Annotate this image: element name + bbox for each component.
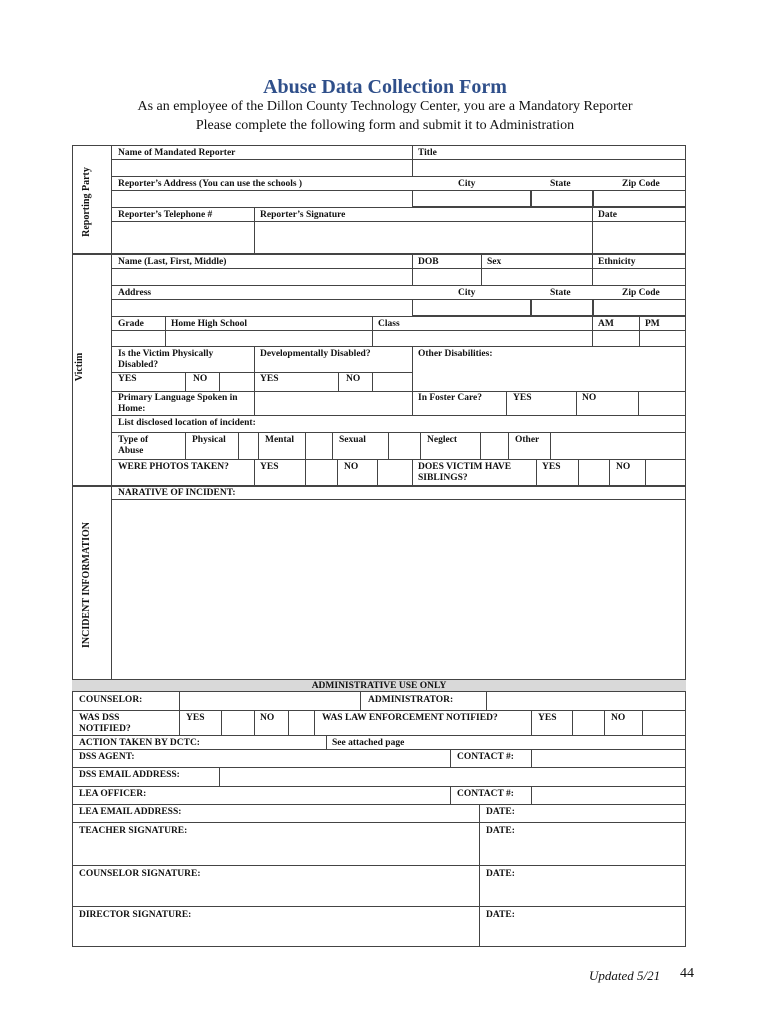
teacher-date-label: DATE: xyxy=(486,826,515,836)
reporter-address-label: Reporter’s Address (You can use the schools ) xyxy=(118,179,303,189)
pm-label: PM xyxy=(645,319,660,329)
am-checkbox[interactable] xyxy=(593,330,639,346)
developmentally-disabled-label: Developmentally Disabled? xyxy=(260,349,371,359)
reporter-city-field[interactable] xyxy=(412,190,531,207)
law-yes-checkbox[interactable] xyxy=(573,711,604,735)
dss-contact-label: CONTACT #: xyxy=(457,752,514,762)
dss-no-label: NO xyxy=(260,713,275,723)
type-of-abuse-label: Type of Abuse xyxy=(118,435,149,456)
foster-yes-label: YES xyxy=(513,393,532,403)
reporting-party-label: Reporting Party xyxy=(81,167,92,237)
victim-sex-label: Sex xyxy=(487,257,502,267)
photos-yes-checkbox[interactable] xyxy=(306,460,337,486)
siblings-no-checkbox[interactable] xyxy=(646,460,685,486)
dss-email-label: DSS EMAIL ADDRESS: xyxy=(79,770,180,780)
dss-agent-field[interactable] xyxy=(150,750,450,767)
administrator-field[interactable] xyxy=(487,692,685,710)
counselor-label: COUNSELOR: xyxy=(79,695,143,705)
incident-location-label: List disclosed location of incident: xyxy=(118,418,256,428)
victim-label: Victim xyxy=(74,352,85,382)
lea-email-label: LEA EMAIL ADDRESS: xyxy=(79,807,182,817)
counselor-signature-field[interactable] xyxy=(73,882,479,906)
administrator-label: ADMINISTRATOR: xyxy=(368,695,454,705)
victim-city-field[interactable] xyxy=(412,299,531,316)
victim-ethnicity-label: Ethnicity xyxy=(598,257,636,267)
dev-disabled-checkbox[interactable] xyxy=(373,373,412,391)
law-enforcement-notified-label: WAS LAW ENFORCEMENT NOTIFIED? xyxy=(322,713,498,723)
director-date-label: DATE: xyxy=(486,910,515,920)
victim-zip-label: Zip Code xyxy=(622,288,660,298)
reporter-name-field[interactable] xyxy=(112,159,412,176)
primary-language-field[interactable] xyxy=(255,392,412,415)
abuse-mental-checkbox[interactable] xyxy=(306,433,332,459)
lea-contact-label: CONTACT #: xyxy=(457,789,514,799)
victim-sex-field[interactable] xyxy=(482,268,592,285)
reporter-city-label: City xyxy=(458,179,476,189)
foster-care-checkbox[interactable] xyxy=(639,392,685,415)
reporter-address-field[interactable] xyxy=(112,190,412,207)
victim-siblings-label: DOES VICTIM HAVE SIBLINGS? xyxy=(418,462,512,483)
lea-contact-field[interactable] xyxy=(532,787,685,804)
foster-care-label: In Foster Care? xyxy=(418,393,483,403)
victim-name-field[interactable] xyxy=(112,268,412,285)
abuse-other-label: Other xyxy=(515,435,540,445)
lea-email-field[interactable] xyxy=(200,805,479,822)
counselor-field[interactable] xyxy=(180,692,360,710)
reporter-zip-field[interactable] xyxy=(593,190,686,207)
phys-disabled-no-label: NO xyxy=(193,374,208,384)
dss-email-field[interactable] xyxy=(220,768,685,786)
teacher-signature-field[interactable] xyxy=(73,840,479,865)
dss-contact-field[interactable] xyxy=(532,750,685,767)
abuse-neglect-label: Neglect xyxy=(427,435,458,445)
lea-officer-field[interactable] xyxy=(150,787,450,804)
victim-address-field[interactable] xyxy=(112,299,412,316)
pm-checkbox[interactable] xyxy=(640,330,685,346)
victim-state-field[interactable] xyxy=(531,299,593,316)
lea-email-date-field[interactable] xyxy=(520,805,685,822)
siblings-no-label: NO xyxy=(616,462,631,472)
other-disabilities-label: Other Disabilities: xyxy=(418,349,493,359)
abuse-sexual-checkbox[interactable] xyxy=(389,433,420,459)
dss-yes-checkbox[interactable] xyxy=(222,711,254,735)
reporter-date-field[interactable] xyxy=(593,221,685,253)
action-taken-label: ACTION TAKEN BY DCTC: xyxy=(79,738,200,748)
reporter-state-label: State xyxy=(550,179,571,189)
photos-yes-label: YES xyxy=(260,462,279,472)
reporter-title-field[interactable] xyxy=(413,159,685,176)
reporter-title-label: Title xyxy=(418,148,437,158)
reporter-name-label: Name of Mandated Reporter xyxy=(118,148,236,158)
photos-no-checkbox[interactable] xyxy=(378,460,412,486)
victim-dob-field[interactable] xyxy=(413,268,481,285)
reporter-telephone-field[interactable] xyxy=(112,221,254,253)
dev-disabled-no-label: NO xyxy=(346,374,361,384)
abuse-other-field[interactable] xyxy=(551,433,685,459)
foster-no-label: NO xyxy=(582,393,597,403)
phys-disabled-yes-label: YES xyxy=(118,374,137,384)
victim-name-label: Name (Last, First, Middle) xyxy=(118,257,227,267)
abuse-physical-label: Physical xyxy=(192,435,226,445)
victim-zip-field[interactable] xyxy=(593,299,686,316)
abuse-neglect-checkbox[interactable] xyxy=(481,433,508,459)
director-date-field[interactable] xyxy=(480,923,685,946)
counselor-signature-label: COUNSELOR SIGNATURE: xyxy=(79,869,201,879)
home-high-school-field[interactable] xyxy=(166,330,372,346)
photos-no-label: NO xyxy=(344,462,359,472)
reporter-telephone-label: Reporter’s Telephone # xyxy=(118,210,213,220)
reporter-signature-field[interactable] xyxy=(255,221,592,253)
dss-notified-label: WAS DSS NOTIFIED? xyxy=(79,713,131,734)
abuse-physical-checkbox[interactable] xyxy=(239,433,258,459)
victim-address-label: Address xyxy=(118,288,152,298)
admin-use-only-heading: ADMINISTRATIVE USE ONLY xyxy=(311,681,447,691)
lea-officer-label: LEA OFFICER: xyxy=(79,789,147,799)
counselor-date-label: DATE: xyxy=(486,869,515,879)
class-label: Class xyxy=(378,319,400,329)
victim-ethnicity-field[interactable] xyxy=(593,268,685,285)
narrative-label: NARATIVE OF INCIDENT: xyxy=(118,488,236,498)
teacher-date-field[interactable] xyxy=(480,840,685,865)
victim-state-label: State xyxy=(550,288,571,298)
victim-grade-field[interactable] xyxy=(112,330,165,346)
victim-city-label: City xyxy=(458,288,476,298)
law-no-checkbox[interactable] xyxy=(643,711,685,735)
class-field[interactable] xyxy=(373,330,592,346)
abuse-mental-label: Mental xyxy=(265,435,295,445)
form-title: Abuse Data Collection Form xyxy=(263,76,507,98)
mandatory-reporter-notice: As an employee of the Dillon County Technology Center, you are a Mandatory Reporter xyxy=(137,99,633,114)
submit-instruction: Please complete the following form and submit it to Administration xyxy=(195,118,575,133)
siblings-yes-checkbox[interactable] xyxy=(579,460,609,486)
lea-email-date-label: DATE: xyxy=(486,807,515,817)
teacher-signature-label: TEACHER SIGNATURE: xyxy=(79,826,188,836)
reporter-signature-label: Reporter’s Signature xyxy=(260,210,346,220)
abuse-sexual-label: Sexual xyxy=(339,435,366,445)
phys-disabled-checkbox[interactable] xyxy=(220,373,254,391)
home-high-school-label: Home High School xyxy=(171,319,248,329)
updated-date: Updated 5/21 xyxy=(589,968,661,983)
see-attached-page: See attached page xyxy=(332,738,405,748)
victim-dob-label: DOB xyxy=(418,257,439,267)
incident-information-label: INCIDENT INFORMATION xyxy=(81,521,92,649)
victim-grade-label: Grade xyxy=(118,319,144,329)
law-no-label: NO xyxy=(611,713,626,723)
director-signature-label: DIRECTOR SIGNATURE: xyxy=(79,910,192,920)
reporter-zip-label: Zip Code xyxy=(622,179,660,189)
law-yes-label: YES xyxy=(538,713,557,723)
photos-taken-label: WERE PHOTOS TAKEN? xyxy=(118,462,229,472)
siblings-yes-label: YES xyxy=(542,462,561,472)
primary-language-label: Primary Language Spoken in Home: xyxy=(118,393,238,414)
other-disabilities-field[interactable] xyxy=(413,362,685,391)
dss-agent-label: DSS AGENT: xyxy=(79,752,135,762)
narrative-field[interactable] xyxy=(112,500,685,679)
dev-disabled-yes-label: YES xyxy=(260,374,279,384)
reporter-date-label: Date xyxy=(598,210,617,220)
dss-no-checkbox[interactable] xyxy=(289,711,314,735)
physically-disabled-label: Is the Victim Physically Disabled? xyxy=(118,349,214,370)
reporter-state-field[interactable] xyxy=(531,190,593,207)
am-label: AM xyxy=(598,319,614,329)
page-number: 44 xyxy=(680,966,694,981)
counselor-date-field[interactable] xyxy=(480,882,685,906)
dss-yes-label: YES xyxy=(186,713,205,723)
director-signature-field[interactable] xyxy=(73,923,479,946)
